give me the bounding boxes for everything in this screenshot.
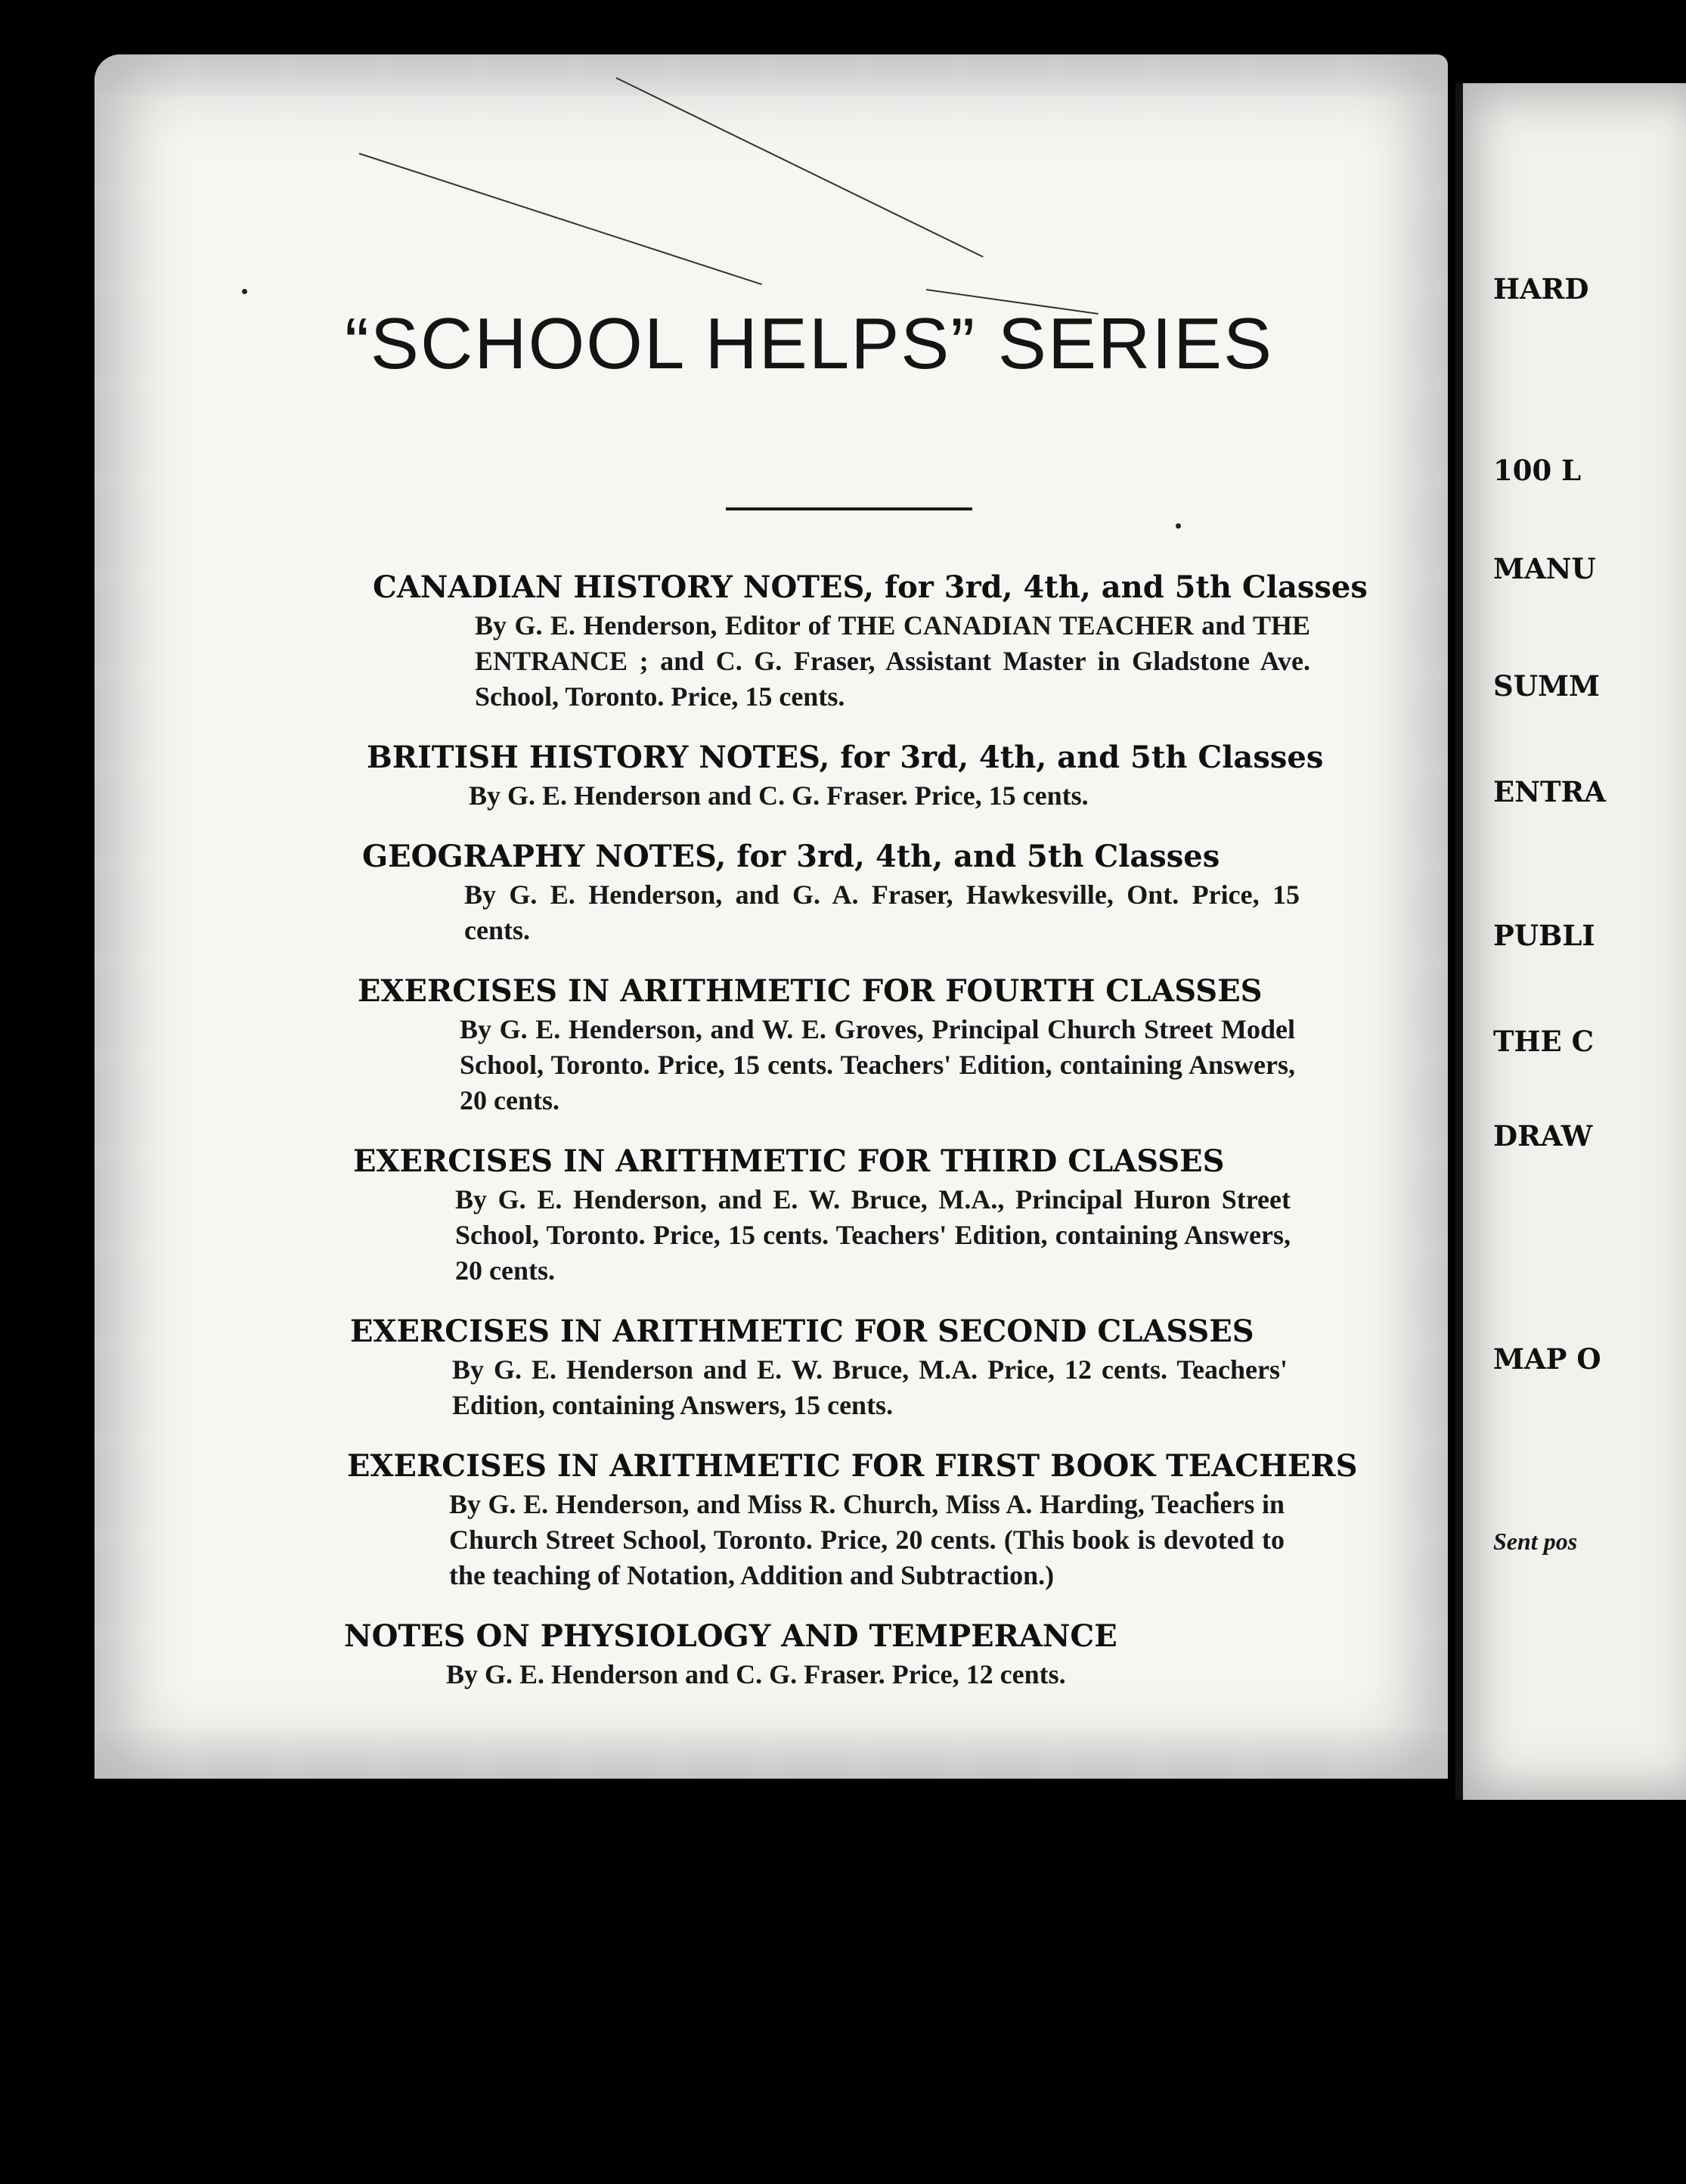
- entry-description: By G. E. Henderson, and G. A. Fraser, Hawkesville, Ont. Price, 15 cents.: [464, 879, 1300, 945]
- entry-description: By G. E. Henderson, and Miss R. Church, Miss A. Harding, Teachers in Church Street School, Toronto. Price, 20 cents. (This book is devoted to the teaching of Notation, Addition and Subtraction.): [449, 1489, 1285, 1590]
- entry-title: EXERCISES IN ARITHMETIC FOR SECOND CLASSES: [350, 1314, 1254, 1349]
- speck: [1176, 523, 1181, 529]
- entry-description: By G. E. Henderson, Editor of THE CANADIAN TEACHER and THE ENTRANCE ; and C. G. Fraser, Assistant Master in Gladstone Ave. School, Toronto. Price, 15 cents.: [475, 610, 1310, 712]
- speck: [242, 289, 247, 294]
- entry-canadian-history: [373, 567, 1368, 715]
- entry-description: By G. E. Henderson and E. W. Bruce, M.A. Price, 12 cents. Teachers' Edition, containing Answers, 15 cents.: [452, 1354, 1288, 1420]
- entry-description: By G. E. Henderson and C. G. Fraser. Price, 12 cents.: [446, 1659, 1066, 1689]
- right-heading: PUBLI: [1493, 919, 1595, 952]
- stray-mark: [616, 77, 984, 258]
- entry-british-history: [367, 737, 1327, 814]
- entry-title: GEOGRAPHY NOTES, for 3rd, 4th, and 5th Classes: [362, 839, 1220, 874]
- right-heading: HARD: [1493, 272, 1589, 306]
- right-heading: ENTRA: [1493, 775, 1607, 808]
- right-heading: THE C: [1493, 1025, 1595, 1058]
- entry-title: EXERCISES IN ARITHMETIC FOR FIRST BOOK TEACHERS: [347, 1448, 1358, 1484]
- right-footer: Sent pos: [1493, 1528, 1578, 1555]
- entry-title: EXERCISES IN ARITHMETIC FOR FOURTH CLASSES: [358, 973, 1263, 1009]
- title-divider: [726, 507, 972, 510]
- right-heading: SUMM: [1493, 669, 1600, 703]
- stray-mark: [359, 153, 762, 285]
- page-title: “SCHOOL HELPS” SERIES: [344, 303, 1274, 384]
- entry-physiology: [344, 1616, 1327, 1692]
- entry-description: By G. E. Henderson, and E. W. Bruce, M.A., Principal Huron Street School, Toronto. Price, 15 cents. Teachers' Edition, containing Answers, 20 cents.: [455, 1184, 1291, 1286]
- entry-arithmetic-second: [350, 1311, 1327, 1423]
- right-heading: 100 L: [1493, 454, 1582, 487]
- right-heading: DRAW: [1493, 1119, 1593, 1152]
- entry-description: By G. E. Henderson, and W. E. Groves, Principal Church Street Model School, Toronto. Price, 15 cents. Teachers' Edition, containing Answers, 20 cents.: [460, 1014, 1295, 1115]
- entry-title: CANADIAN HISTORY NOTES, for 3rd, 4th, and 5th Classes: [373, 569, 1368, 605]
- entry-list: [268, 567, 1368, 1715]
- right-heading: MANU: [1493, 552, 1596, 585]
- entry-title: BRITISH HISTORY NOTES, for 3rd, 4th, and 5th Classes: [367, 740, 1324, 775]
- entry-title: NOTES ON PHYSIOLOGY AND TEMPERANCE: [344, 1618, 1117, 1654]
- right-page: [1455, 83, 1686, 1800]
- right-heading: MAP O: [1493, 1342, 1601, 1376]
- entry-arithmetic-third: [353, 1141, 1327, 1289]
- entry-arithmetic-fourth: [358, 971, 1327, 1118]
- entry-geography: [362, 836, 1327, 948]
- entry-title: EXERCISES IN ARITHMETIC FOR THIRD CLASSES: [353, 1143, 1225, 1179]
- entry-arithmetic-first-book: [347, 1446, 1358, 1593]
- entry-description: By G. E. Henderson and C. G. Fraser. Price, 15 cents.: [469, 780, 1089, 811]
